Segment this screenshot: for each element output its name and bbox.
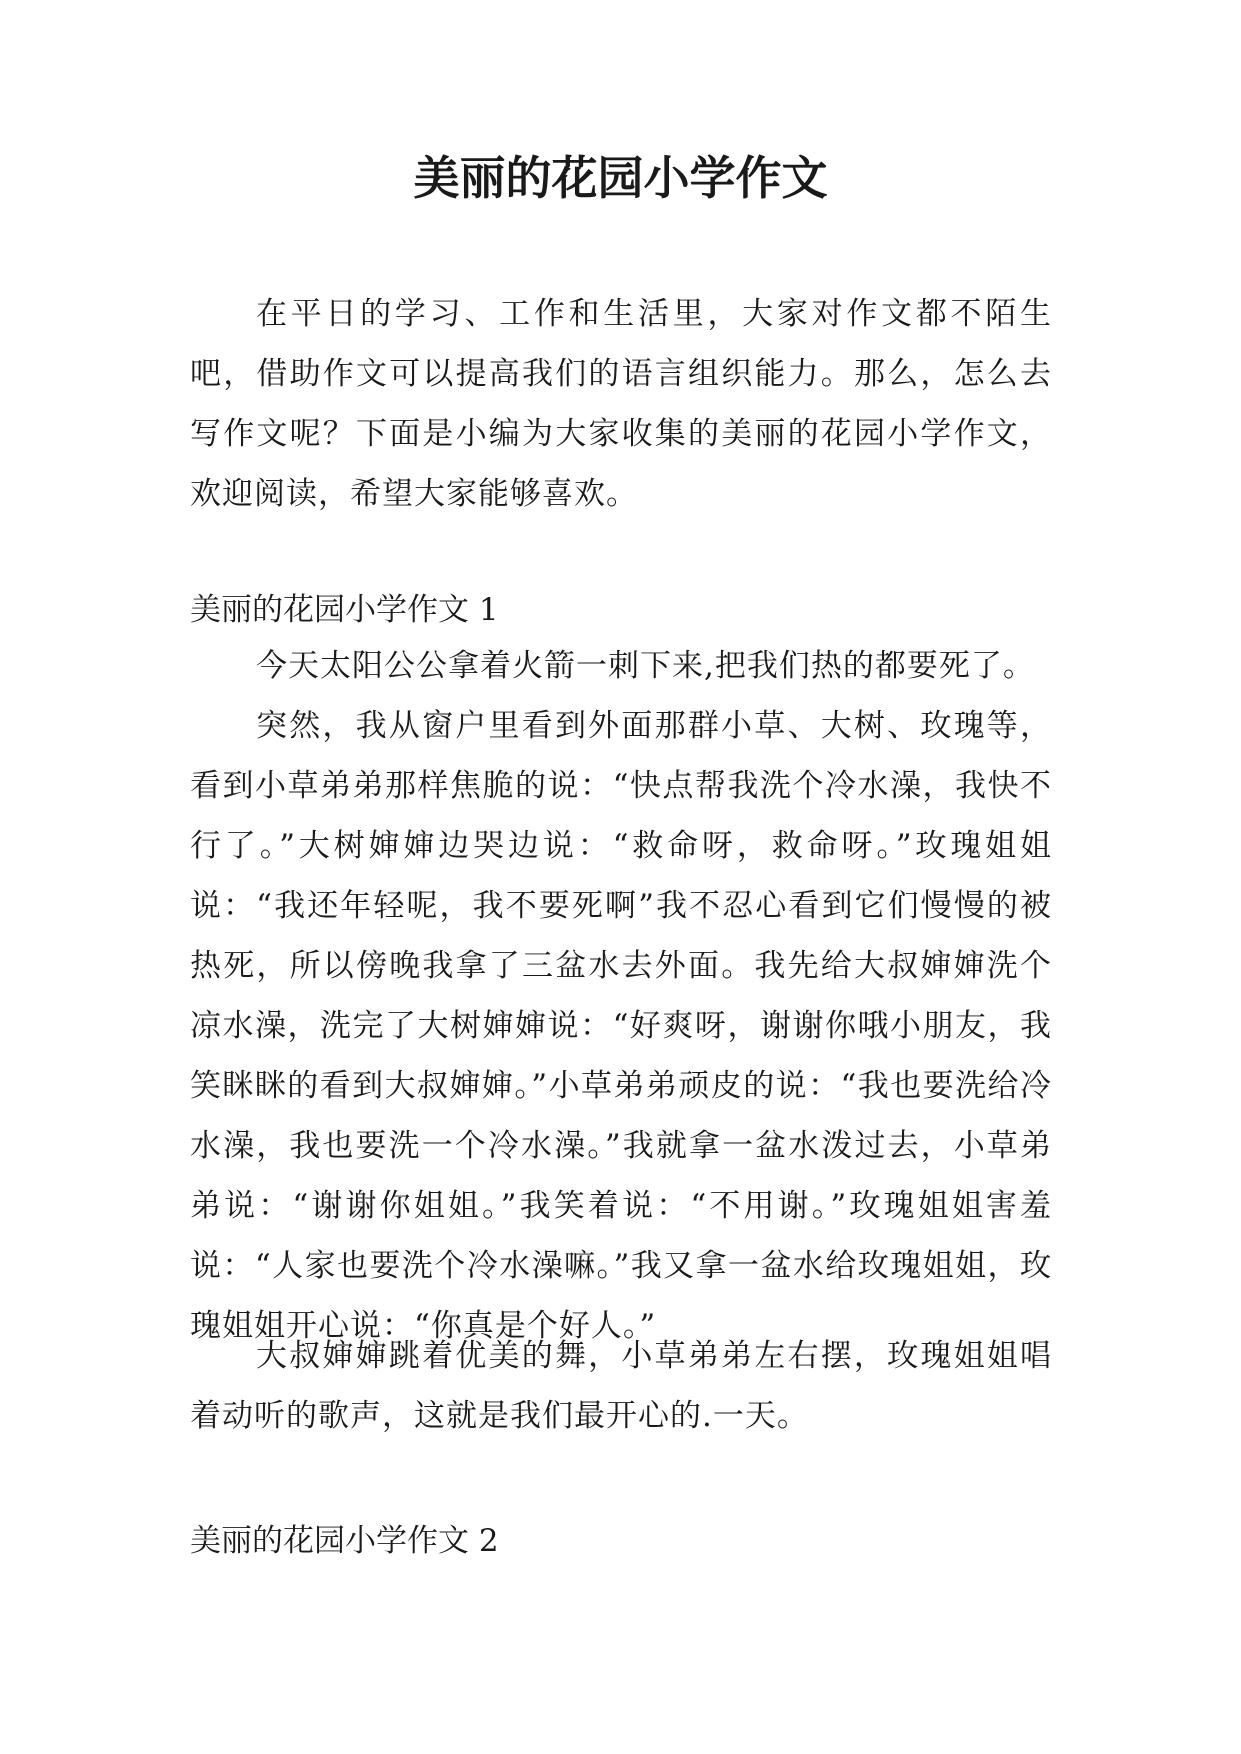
intro-paragraph: 在平日的学习、工作和生活里，大家对作文都不陌生吧，借助作文可以提高我们的语言组织能力。那么，怎么去写作文呢？下面是小编为大家收集的美丽的花园小学作文，欢迎阅读，希望大家能够喜欢。 <box>190 296 1052 512</box>
section-1-paragraph-2: 突然，我从窗户里看到外面那群小草、大树、玫瑰等，看到小草弟弟那样焦脆的说：“快点帮我洗个冷水澡，我快不行了。”大树婶婶边哭边说：“救命呀，救命呀。”玫瑰姐姐说：“我还年轻呢，我不要死啊”我不忍心看到它们慢慢的被热死，所以傍晚我拿了三盆水去外面。我先给大叔婶婶洗个凉水澡，洗完了大树婶婶说：“好爽呀，谢谢你哦小朋友，我笑眯眯的看到大叔婶婶。”小草弟弟顽皮的说：“我也要洗给冷水澡，我也要洗一个冷水澡。”我就拿一盆水泼过去，小草弟弟说：“谢谢你姐姐。”我笑着说：“不用谢。”玫瑰姐姐害羞说：“人家也要洗个冷水澡嘛。”我又拿一盆水给玫瑰姐姐，玫瑰姐姐开心说：“你真是个好人。” <box>190 708 1052 1344</box>
section-heading-1: 美丽的花园小学作文 1 <box>190 592 499 628</box>
section-1-paragraph-3: 大叔婶婶跳着优美的舞，小草弟弟左右摆，玫瑰姐姐唱着动听的歌声，这就是我们最开心的.一天。 <box>190 1338 1052 1434</box>
section-1-paragraph-1: 今天太阳公公拿着火箭一刺下来,把我们热的都要死了。 <box>256 648 1035 684</box>
document-title: 美丽的花园小学作文 <box>413 151 828 205</box>
section-heading-2: 美丽的花园小学作文 2 <box>190 1523 499 1559</box>
